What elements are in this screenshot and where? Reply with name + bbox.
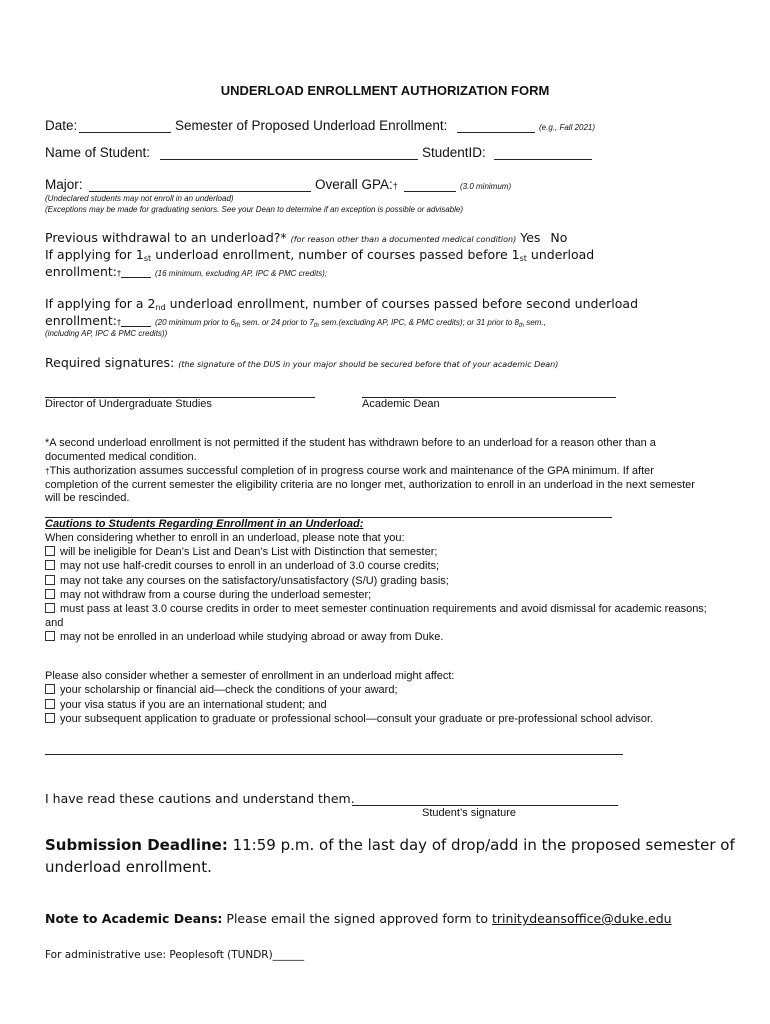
cautions-intro: When considering whether to enroll in an underload, please note that you: — [45, 532, 405, 544]
major-label: Major: — [45, 177, 83, 192]
semester-label: Semester of Proposed Underload Enrollment: — [175, 118, 448, 133]
caution-item: may not take any courses on the satisfactory/unsatisfactory (S/U) grading basis; — [45, 575, 449, 587]
first-underload-line: If applying for $1_{st}$ underload enrollment, number of courses passed before $1_{st}$ underload — [45, 247, 595, 263]
and-word: and — [45, 617, 64, 629]
name-field[interactable] — [160, 159, 418, 160]
footnote-authorization: †This authorization assumes successful completion of in progress course work and maintenance of the GPA minimum. If after — [45, 465, 654, 477]
checkbox-icon[interactable] — [45, 713, 55, 723]
footnote-second-underload: *A second underload enrollment is not permitted if the student has withdrawn before to an underload for a reason other than a — [45, 437, 656, 449]
caution-item: must pass at least 3.0 course credits in order to meet semester continuation requirements and avoid dismissal for academic reasons; — [45, 603, 707, 615]
checkbox-icon[interactable] — [45, 699, 55, 709]
checkbox-icon[interactable] — [45, 546, 55, 556]
consider-item: your visa status if you are an international student; and — [45, 699, 327, 711]
dus-label: Director of Undergraduate Studies — [45, 398, 212, 410]
gpa-minimum-note: (3.0 minimum) — [460, 182, 512, 191]
second-requirement-note-cont: (including AP, IPC & PMC credits)) — [45, 329, 168, 338]
note-to-deans: Note to Academic Deans: Please email the signed approved form to trinitydeansoffice@duke.edu — [45, 911, 672, 926]
student-signature-label: Student’s signature — [422, 807, 516, 819]
section-divider — [45, 754, 623, 755]
consider-item: your subsequent application to graduate or professional school—consult your graduate or pre-professional school advisor. — [45, 713, 653, 725]
second-requirement-note: (20 minimum prior to $6_{th}$ sem. or 24 prior to $7_{th}$ sem.(excluding AP, IPC, & PMC credits); or 31 prior to $8_{th}$ sem., — [155, 318, 546, 329]
admin-use: For administrative use: Peoplesoft (TUNDR)______ — [45, 949, 305, 961]
exceptions-note: (Exceptions may be made for graduating seniors. See your Dean to determine if an exception is possible or advisable) — [45, 205, 464, 214]
semester-field[interactable] — [457, 132, 535, 133]
first-enrollment-line: enrollment:† — [45, 264, 121, 279]
no-option[interactable]: No — [550, 230, 568, 245]
caution-item: will be ineligible for Dean’s List and Dean’s List with Distinction that semester; — [45, 546, 437, 558]
date-label: Date: — [45, 118, 78, 133]
student-id-field[interactable] — [494, 159, 592, 160]
checkbox-icon[interactable] — [45, 560, 55, 570]
caution-item: may not be enrolled in an underload while studying abroad or away from Duke. — [45, 631, 443, 643]
checkbox-icon[interactable] — [45, 603, 55, 613]
major-field[interactable] — [89, 191, 311, 192]
caution-item: may not use half-credit courses to enroll in an underload of 3.0 course credits; — [45, 560, 439, 572]
caution-item: may not withdraw from a course during the underload semester; — [45, 589, 371, 601]
footnote-second-underload-cont: documented medical condition. — [45, 451, 197, 463]
consider-item: your scholarship or financial aid—check the conditions of your award; — [45, 684, 398, 696]
consider-intro: Please also consider whether a semester of enrollment in an underload might affect: — [45, 670, 455, 682]
checkbox-icon[interactable] — [45, 575, 55, 585]
checkbox-icon[interactable] — [45, 631, 55, 641]
submission-deadline-cont: underload enrollment. — [45, 858, 212, 876]
footnote-authorization-end: will be rescinded. — [45, 492, 130, 504]
date-field[interactable] — [79, 132, 171, 133]
undeclared-note: (Undeclared students may not enroll in an underload) — [45, 194, 234, 203]
name-label: Name of Student: — [45, 145, 151, 160]
second-courses-field[interactable] — [121, 326, 151, 327]
second-enrollment-line: enrollment:† — [45, 313, 121, 328]
form-title: UNDERLOAD ENROLLMENT AUTHORIZATION FORM — [220, 83, 550, 98]
student-id-label: StudentID: — [422, 145, 486, 160]
second-underload-line: If applying for a $2_{nd}$ underload enrollment, number of courses passed before second underload — [45, 296, 639, 312]
email-link[interactable]: trinitydeansoffice@duke.edu — [492, 911, 672, 926]
first-courses-field[interactable] — [121, 277, 151, 278]
first-requirement-note: (16 minimum, excluding AP, IPC & PMC credits); — [155, 269, 328, 278]
semester-example: (e.g., Fall 2021) — [539, 123, 596, 132]
cautions-title: Cautions to Students Regarding Enrollment in an Underload: — [45, 518, 364, 530]
checkbox-icon[interactable] — [45, 684, 55, 694]
student-signature-line[interactable] — [352, 805, 618, 806]
footnote-authorization-cont: completion of the current semester the eligibility criteria are no longer met, authorization to enroll in an underload in the next semester — [45, 479, 695, 491]
read-cautions-statement: I have read these cautions and understand them. — [45, 791, 355, 806]
gpa-field[interactable] — [404, 191, 456, 192]
dean-label: Academic Dean — [362, 398, 440, 410]
submission-deadline: Submission Deadline: 11:59 p.m. of the last day of drop/add in the proposed semester of — [45, 836, 735, 854]
checkbox-icon[interactable] — [45, 589, 55, 599]
yes-option[interactable]: Yes — [520, 230, 541, 245]
required-signatures: Required signatures: (the signature of the DUS in your major should be secured before that of your academic Dean) — [45, 355, 559, 370]
withdrawal-question: Previous withdrawal to an underload?* (for reason other than a documented medical condition) Yes No — [45, 230, 568, 245]
gpa-label: Overall GPA:† — [315, 177, 398, 192]
